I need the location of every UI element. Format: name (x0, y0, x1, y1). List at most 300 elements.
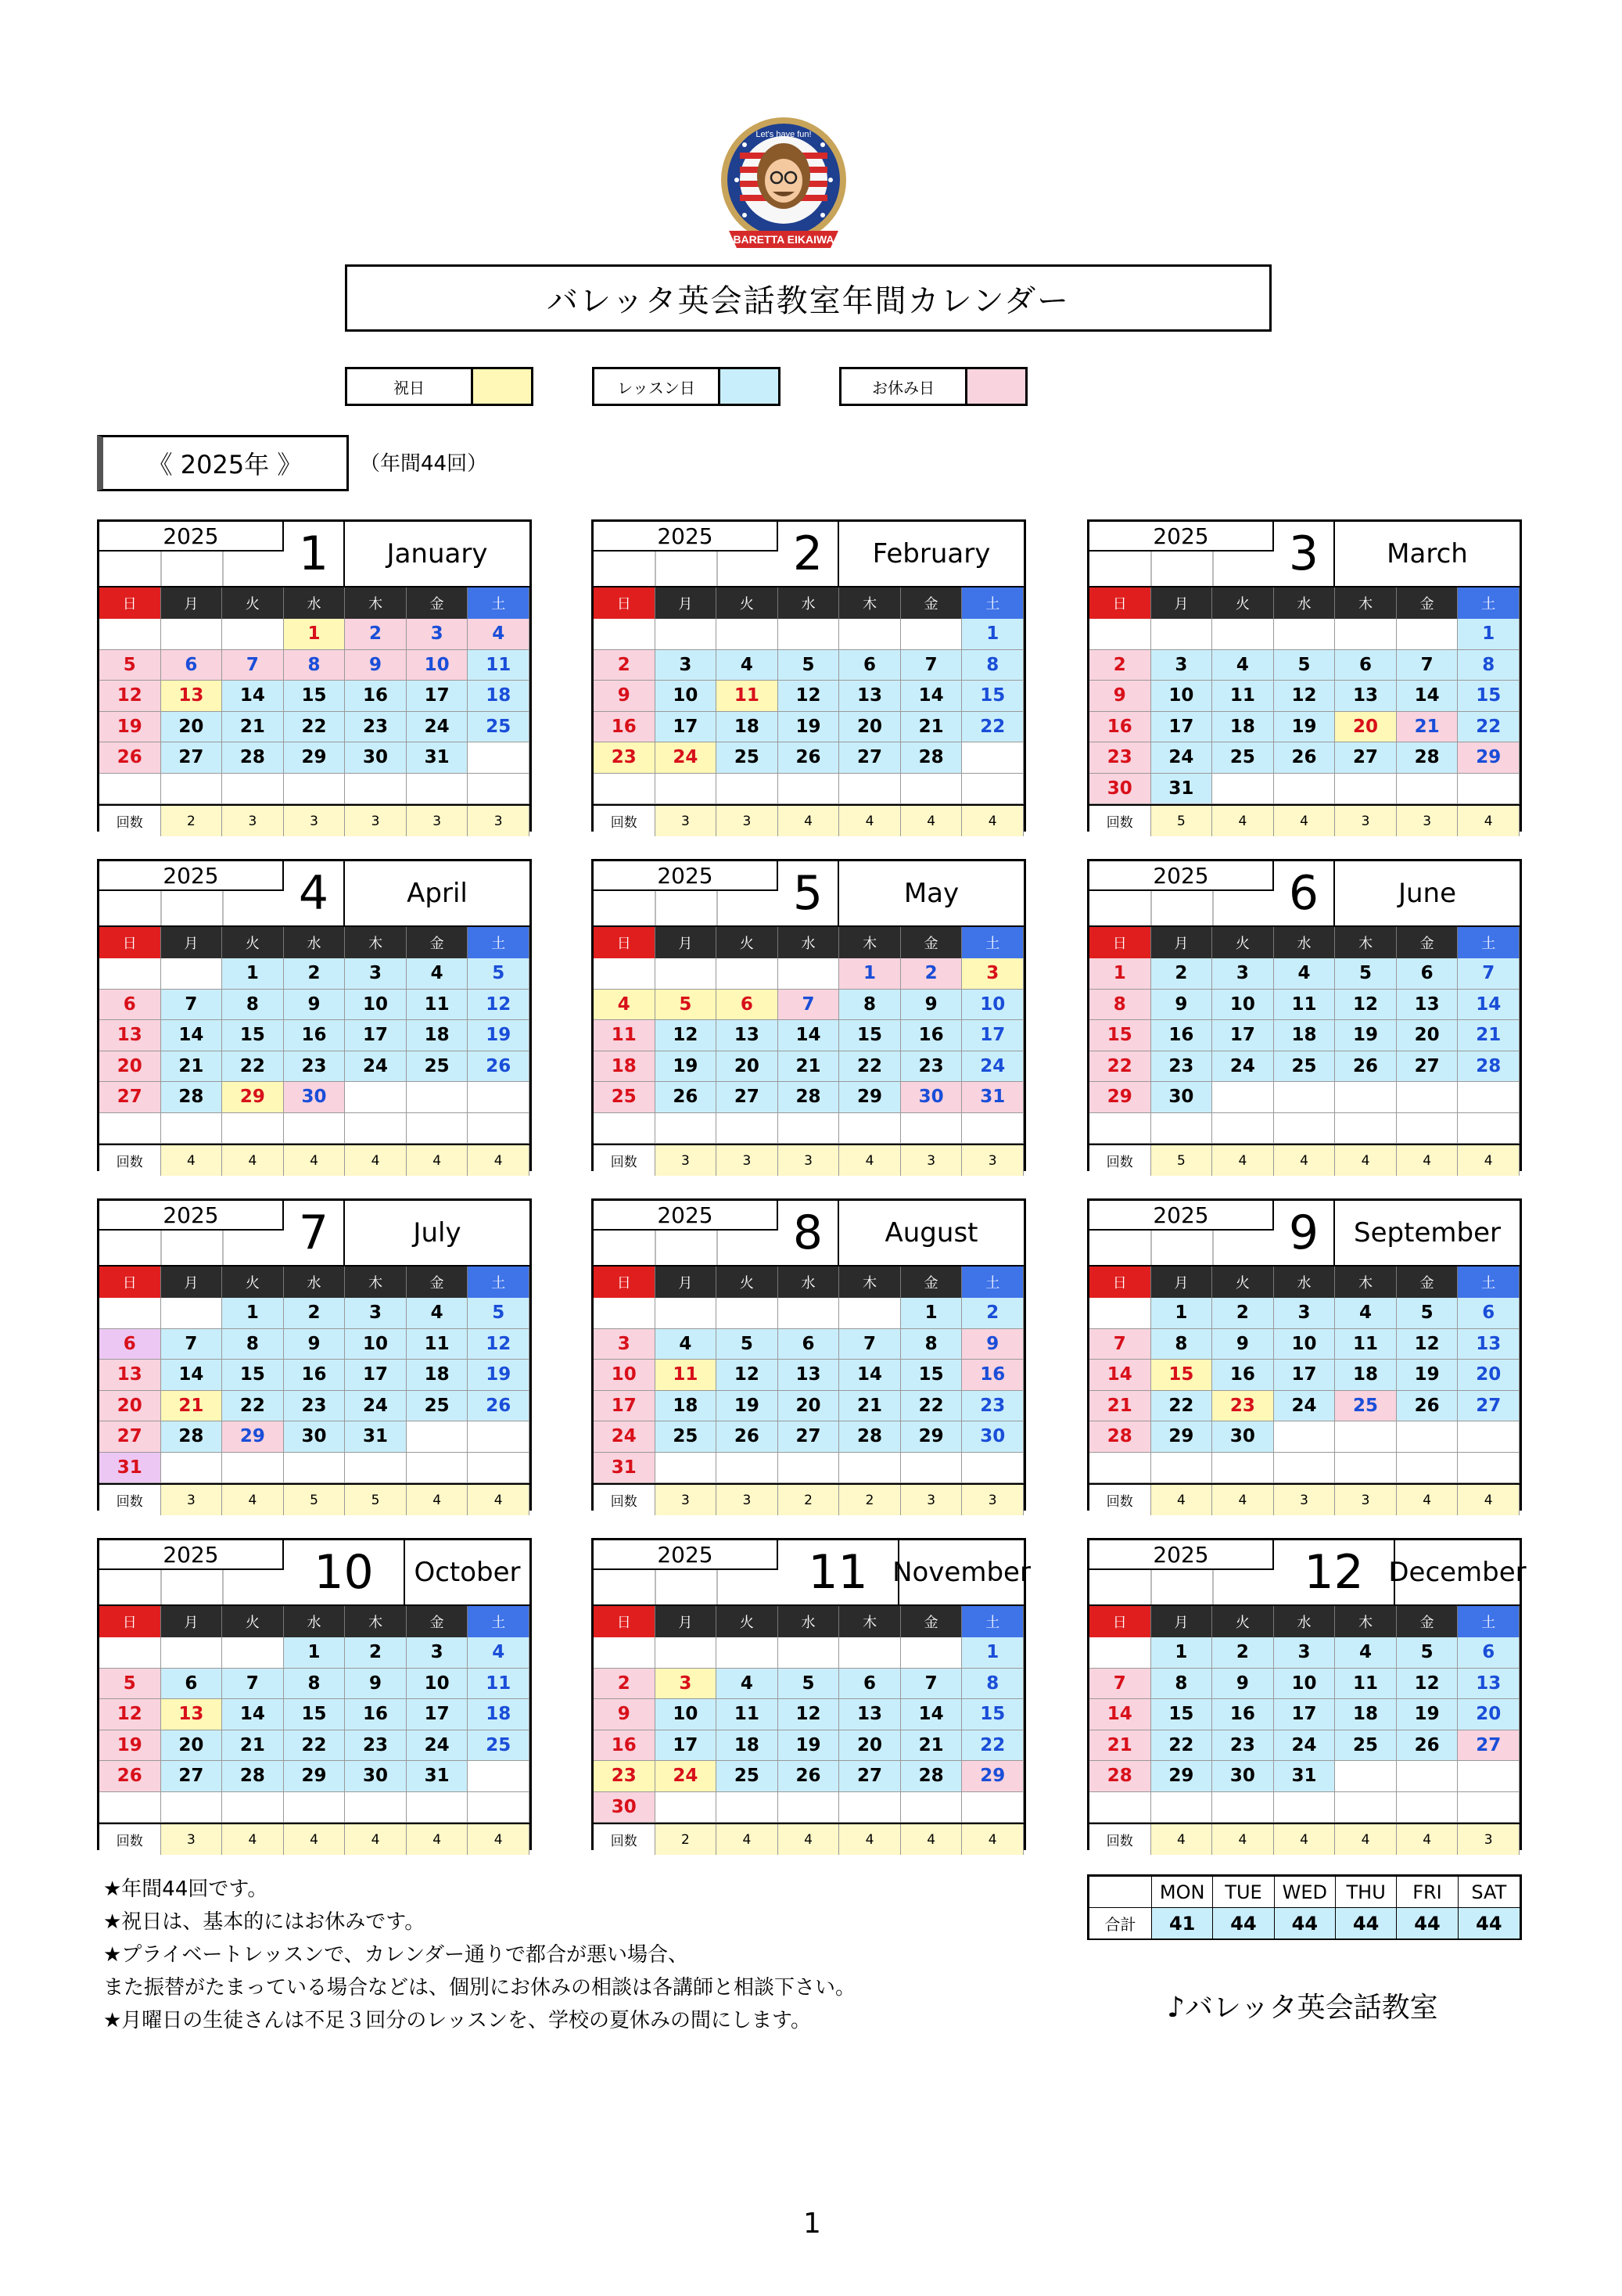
day-cell: 5 (99, 650, 161, 681)
legend-off-swatch (967, 369, 1025, 404)
weekday-label: 月 (1151, 927, 1213, 958)
count-value: 4 (345, 1145, 407, 1176)
page-number: 1 (803, 2208, 821, 2240)
day-cell: 5 (468, 958, 529, 990)
day-cell (594, 619, 655, 650)
day-cell: 26 (1335, 1051, 1397, 1083)
day-cell (901, 1637, 963, 1669)
day-cell: 18 (407, 1020, 468, 1051)
weekday-label: 木 (839, 1606, 901, 1637)
day-cell (161, 1453, 223, 1484)
day-cell (1151, 1113, 1213, 1144)
day-cell: 10 (1274, 1329, 1336, 1360)
month-table (591, 1538, 1031, 1850)
day-cell: 29 (962, 1761, 1024, 1792)
day-cell: 25 (1212, 742, 1274, 774)
day-cell: 10 (594, 1360, 655, 1391)
day-cell: 5 (468, 1298, 529, 1329)
day-cell: 2 (284, 1298, 346, 1329)
day-cell (901, 774, 963, 805)
day-cell: 6 (161, 650, 223, 681)
day-cell: 25 (655, 1421, 717, 1453)
totals-value: 41 (1152, 1908, 1213, 1938)
day-cell: 7 (161, 990, 223, 1021)
count-value: 4 (1397, 1824, 1459, 1855)
weekday-label: 火 (1212, 927, 1274, 958)
day-cell (1335, 1113, 1397, 1144)
day-cell: 6 (778, 1329, 840, 1360)
day-cell (1397, 1421, 1459, 1453)
weekday-label: 土 (962, 1606, 1024, 1637)
month-name: April (407, 878, 468, 909)
day-cell: 13 (161, 681, 223, 712)
weekday-label: 水 (778, 1606, 840, 1637)
month-year: 2025 (1089, 861, 1274, 891)
count-value: 4 (222, 1485, 284, 1515)
legend-holiday (345, 367, 533, 406)
day-grid (594, 619, 1024, 804)
count-value: 4 (222, 1824, 284, 1855)
day-cell (1151, 1792, 1213, 1824)
month-year: 2025 (99, 1540, 284, 1570)
count-value: 4 (1212, 1145, 1274, 1176)
day-cell: 4 (1335, 1298, 1397, 1329)
day-cell: 25 (1274, 1051, 1336, 1083)
day-cell: 29 (284, 1761, 346, 1792)
day-cell (839, 1298, 901, 1329)
count-value: 3 (1335, 1485, 1397, 1515)
month-year: 2025 (99, 522, 284, 552)
day-cell: 27 (161, 1761, 223, 1792)
day-cell (1458, 1082, 1520, 1113)
day-cell (594, 774, 655, 805)
month-year: 2025 (594, 522, 778, 552)
day-cell (962, 1792, 1024, 1824)
day-cell: 11 (655, 1360, 717, 1391)
day-cell: 30 (284, 1082, 346, 1113)
day-cell: 24 (1274, 1391, 1336, 1422)
day-cell (655, 619, 717, 650)
day-cell: 8 (1151, 1329, 1213, 1360)
totals-header-row (1089, 1877, 1520, 1908)
count-value: 5 (1151, 806, 1213, 836)
day-cell: 13 (1397, 990, 1459, 1021)
day-cell: 25 (594, 1082, 655, 1113)
weekday-header (1089, 1267, 1520, 1298)
month-year: 2025 (99, 1201, 284, 1231)
day-cell: 16 (962, 1360, 1024, 1391)
note-line: また振替がたまっている場合などは、個別にお休みの相談は各講師と相談下さい。 (103, 1976, 856, 2000)
count-value: 5 (345, 1485, 407, 1515)
weekday-label: 月 (655, 587, 717, 619)
day-cell: 9 (1089, 681, 1151, 712)
day-cell: 26 (468, 1391, 529, 1422)
count-value: 4 (839, 806, 901, 836)
day-cell (468, 1421, 529, 1453)
day-cell (161, 1637, 223, 1669)
weekday-label: 月 (655, 1267, 717, 1298)
weekday-header (1089, 1606, 1520, 1637)
day-cell: 20 (839, 712, 901, 743)
day-cell (901, 1453, 963, 1484)
year-label: 《 2025年 》 (97, 435, 349, 491)
day-cell: 13 (161, 1699, 223, 1730)
day-cell: 22 (901, 1391, 963, 1422)
day-cell: 29 (1151, 1421, 1213, 1453)
day-cell: 26 (99, 1761, 161, 1792)
day-cell: 1 (222, 1298, 284, 1329)
day-cell: 12 (1397, 1669, 1459, 1700)
month-number: 12 (1274, 1540, 1395, 1604)
weekday-label: 火 (222, 1606, 284, 1637)
weekday-label: 水 (284, 1606, 346, 1637)
day-cell (468, 774, 529, 805)
day-cell: 2 (962, 1298, 1024, 1329)
day-cell (655, 1453, 717, 1484)
day-cell: 31 (99, 1453, 161, 1484)
count-label: 回数 (1089, 806, 1151, 836)
day-cell: 20 (161, 712, 223, 743)
month-number: 4 (284, 861, 345, 925)
day-cell: 22 (1151, 1730, 1213, 1762)
month-table (97, 1198, 532, 1511)
day-cell: 22 (284, 1730, 346, 1762)
count-value: 4 (1212, 806, 1274, 836)
count-row (594, 1823, 1024, 1855)
count-value: 2 (161, 806, 223, 836)
day-cell: 17 (655, 712, 717, 743)
day-cell: 23 (901, 1051, 963, 1083)
totals-header: THU (1336, 1877, 1397, 1907)
legend-holiday-label: 祝日 (347, 369, 473, 404)
totals-value: 44 (1336, 1908, 1397, 1938)
month-number: 7 (284, 1201, 345, 1265)
day-cell: 10 (962, 990, 1024, 1021)
weekday-label: 木 (1335, 1606, 1397, 1637)
day-cell: 14 (161, 1020, 223, 1051)
day-cell: 19 (778, 712, 840, 743)
day-cell: 28 (839, 1421, 901, 1453)
day-cell: 7 (222, 1669, 284, 1700)
month-name: March (1387, 538, 1468, 570)
day-cell: 18 (1274, 1020, 1336, 1051)
day-cell (655, 774, 717, 805)
day-cell (655, 1298, 717, 1329)
day-cell: 9 (345, 1669, 407, 1700)
day-cell: 21 (161, 1051, 223, 1083)
day-cell: 16 (594, 712, 655, 743)
day-cell: 26 (99, 742, 161, 774)
day-cell: 6 (839, 650, 901, 681)
day-cell (284, 1453, 346, 1484)
day-cell: 26 (1274, 742, 1336, 774)
day-cell: 19 (716, 1391, 778, 1422)
day-cell: 23 (345, 1730, 407, 1762)
day-cell: 9 (284, 990, 346, 1021)
day-grid (594, 1298, 1024, 1483)
day-cell: 29 (284, 742, 346, 774)
day-cell: 24 (345, 1051, 407, 1083)
day-cell (1397, 1082, 1459, 1113)
count-value: 3 (222, 806, 284, 836)
count-row (99, 804, 529, 836)
day-cell: 12 (1397, 1329, 1459, 1360)
month-header (99, 1201, 529, 1267)
day-cell: 3 (345, 958, 407, 990)
count-value: 3 (962, 1145, 1024, 1176)
day-cell: 17 (1274, 1699, 1336, 1730)
day-cell: 3 (407, 1637, 468, 1669)
day-cell (161, 774, 223, 805)
day-cell: 30 (594, 1792, 655, 1824)
day-cell: 9 (284, 1329, 346, 1360)
day-cell: 15 (222, 1020, 284, 1051)
weekday-label: 水 (778, 1267, 840, 1298)
month-year: 2025 (1089, 522, 1274, 552)
count-value: 4 (1458, 806, 1520, 836)
day-cell: 12 (778, 681, 840, 712)
count-value: 4 (407, 1824, 468, 1855)
day-cell: 25 (468, 1730, 529, 1762)
weekday-label: 木 (1335, 1267, 1397, 1298)
day-cell: 2 (1212, 1637, 1274, 1669)
day-cell: 17 (345, 1020, 407, 1051)
day-cell (1089, 1637, 1151, 1669)
count-value: 5 (284, 1485, 346, 1515)
weekday-label: 月 (161, 1606, 223, 1637)
day-cell: 30 (1212, 1421, 1274, 1453)
day-cell: 24 (345, 1391, 407, 1422)
day-cell (1335, 1792, 1397, 1824)
day-cell: 16 (1212, 1360, 1274, 1391)
day-cell: 28 (161, 1082, 223, 1113)
day-cell (1458, 774, 1520, 805)
day-cell: 7 (778, 990, 840, 1021)
day-cell: 19 (99, 712, 161, 743)
day-cell: 8 (222, 1329, 284, 1360)
day-cell (222, 774, 284, 805)
day-cell: 8 (962, 650, 1024, 681)
day-cell: 30 (1089, 774, 1151, 805)
day-cell (716, 1792, 778, 1824)
count-value: 3 (655, 1485, 717, 1515)
day-cell: 11 (468, 650, 529, 681)
day-cell (594, 1298, 655, 1329)
day-cell: 27 (1397, 1051, 1459, 1083)
day-cell (1397, 1792, 1459, 1824)
day-cell: 19 (468, 1360, 529, 1391)
month-header (99, 522, 529, 587)
day-cell: 30 (962, 1421, 1024, 1453)
note-line: ★年間44回です。 (103, 1877, 268, 1901)
count-value: 2 (778, 1485, 840, 1515)
day-cell (716, 1113, 778, 1144)
count-row (99, 1144, 529, 1176)
day-cell: 10 (655, 1699, 717, 1730)
day-cell: 21 (901, 712, 963, 743)
count-value: 3 (778, 1145, 840, 1176)
weekday-label: 金 (407, 927, 468, 958)
day-cell: 11 (716, 1699, 778, 1730)
day-cell: 1 (284, 1637, 346, 1669)
day-cell: 1 (1151, 1637, 1213, 1669)
month-number: 3 (1274, 522, 1335, 586)
day-cell: 22 (1151, 1391, 1213, 1422)
day-grid (99, 619, 529, 804)
day-cell (1274, 1113, 1336, 1144)
legend-lesson (592, 367, 780, 406)
day-cell: 28 (901, 742, 963, 774)
day-cell: 2 (345, 1637, 407, 1669)
month-year: 2025 (1089, 1201, 1274, 1231)
count-value: 4 (1151, 1824, 1213, 1855)
day-cell: 27 (99, 1421, 161, 1453)
day-grid (1089, 1298, 1520, 1483)
day-cell (1212, 1792, 1274, 1824)
count-value: 3 (1274, 1485, 1336, 1515)
day-cell: 12 (99, 1699, 161, 1730)
day-cell: 24 (1212, 1051, 1274, 1083)
day-cell (1089, 619, 1151, 650)
day-cell: 17 (1151, 712, 1213, 743)
weekday-header (99, 1606, 529, 1637)
weekday-label: 木 (839, 1267, 901, 1298)
totals-header: SAT (1471, 1881, 1507, 1903)
day-cell: 3 (594, 1329, 655, 1360)
weekday-label: 金 (1397, 587, 1459, 619)
weekday-label: 月 (161, 927, 223, 958)
day-cell: 5 (778, 1669, 840, 1700)
day-cell: 29 (901, 1421, 963, 1453)
weekday-label: 金 (901, 1267, 963, 1298)
month-year: 2025 (594, 861, 778, 891)
day-cell: 28 (222, 1761, 284, 1792)
day-cell: 10 (655, 681, 717, 712)
day-cell (1274, 1792, 1336, 1824)
weekday-label: 火 (222, 587, 284, 619)
day-cell: 19 (468, 1020, 529, 1051)
month-name: May (903, 878, 960, 909)
day-cell: 12 (778, 1699, 840, 1730)
count-value: 3 (962, 1485, 1024, 1515)
day-cell: 25 (1335, 1391, 1397, 1422)
totals-value: 44 (1213, 1908, 1274, 1938)
note-line: ★プライベートレッスンで、カレンダー通りで都合が悪い場合、 (103, 1943, 689, 1967)
day-cell (962, 1113, 1024, 1144)
day-cell: 21 (1089, 1730, 1151, 1762)
day-cell: 17 (345, 1360, 407, 1391)
day-cell: 6 (716, 990, 778, 1021)
day-cell: 20 (716, 1051, 778, 1083)
logo-top-text: Let's have fun! (755, 130, 812, 139)
day-cell: 28 (222, 742, 284, 774)
day-cell (222, 619, 284, 650)
day-cell: 12 (468, 990, 529, 1021)
weekday-label: 木 (345, 1267, 407, 1298)
day-cell: 13 (839, 1699, 901, 1730)
day-cell (1274, 1421, 1336, 1453)
day-cell (1397, 1113, 1459, 1144)
day-cell: 19 (99, 1730, 161, 1762)
day-cell (778, 958, 840, 990)
day-cell (161, 958, 223, 990)
month-header (1089, 861, 1520, 927)
month-number: 1 (284, 522, 345, 586)
school-name: ♪バレッタ英会話教室 (1167, 1992, 1438, 2024)
day-cell: 24 (407, 712, 468, 743)
weekday-label: 金 (901, 927, 963, 958)
day-cell (1335, 1421, 1397, 1453)
day-cell: 9 (1212, 1329, 1274, 1360)
day-cell: 13 (1335, 681, 1397, 712)
day-cell: 30 (1212, 1761, 1274, 1792)
day-cell (716, 774, 778, 805)
day-cell: 12 (99, 681, 161, 712)
day-cell: 5 (716, 1329, 778, 1360)
day-cell: 13 (1458, 1669, 1520, 1700)
day-cell (1151, 619, 1213, 650)
weekday-label: 水 (778, 587, 840, 619)
weekday-label: 金 (1397, 1267, 1459, 1298)
day-cell: 6 (839, 1669, 901, 1700)
day-cell: 8 (1089, 990, 1151, 1021)
weekday-label: 日 (594, 587, 655, 619)
day-cell: 10 (345, 990, 407, 1021)
weekday-label: 日 (1089, 927, 1151, 958)
weekday-label: 木 (345, 1606, 407, 1637)
day-cell (284, 1113, 346, 1144)
count-label: 回数 (594, 1824, 655, 1855)
weekday-label: 金 (901, 1606, 963, 1637)
day-cell (407, 774, 468, 805)
day-cell: 21 (1397, 712, 1459, 743)
weekday-label: 月 (1151, 587, 1213, 619)
day-cell: 16 (1151, 1020, 1213, 1051)
day-cell (1335, 1453, 1397, 1484)
day-cell: 20 (161, 1730, 223, 1762)
count-value: 4 (839, 1145, 901, 1176)
weekday-label: 水 (284, 1267, 346, 1298)
day-cell (99, 1637, 161, 1669)
day-cell: 5 (1274, 650, 1336, 681)
day-cell: 2 (594, 1669, 655, 1700)
day-cell (1458, 1453, 1520, 1484)
day-cell: 30 (1151, 1082, 1213, 1113)
weekday-label: 金 (1397, 1606, 1459, 1637)
weekday-label: 水 (1274, 927, 1336, 958)
day-cell (99, 1298, 161, 1329)
weekday-label: 土 (1458, 1606, 1520, 1637)
day-cell: 9 (1151, 990, 1213, 1021)
weekday-label: 日 (99, 587, 161, 619)
day-cell: 21 (1458, 1020, 1520, 1051)
count-row (99, 1483, 529, 1515)
day-cell: 24 (655, 742, 717, 774)
day-cell: 8 (1458, 650, 1520, 681)
day-cell: 25 (716, 742, 778, 774)
day-cell: 2 (1089, 650, 1151, 681)
day-cell: 31 (962, 1082, 1024, 1113)
day-cell: 31 (1274, 1761, 1336, 1792)
day-cell (778, 619, 840, 650)
day-cell: 22 (222, 1391, 284, 1422)
count-value: 4 (222, 1145, 284, 1176)
day-cell: 6 (161, 1669, 223, 1700)
month-table (97, 1538, 532, 1850)
day-cell: 3 (655, 1669, 717, 1700)
day-cell: 9 (901, 990, 963, 1021)
count-label: 回数 (594, 1485, 655, 1515)
